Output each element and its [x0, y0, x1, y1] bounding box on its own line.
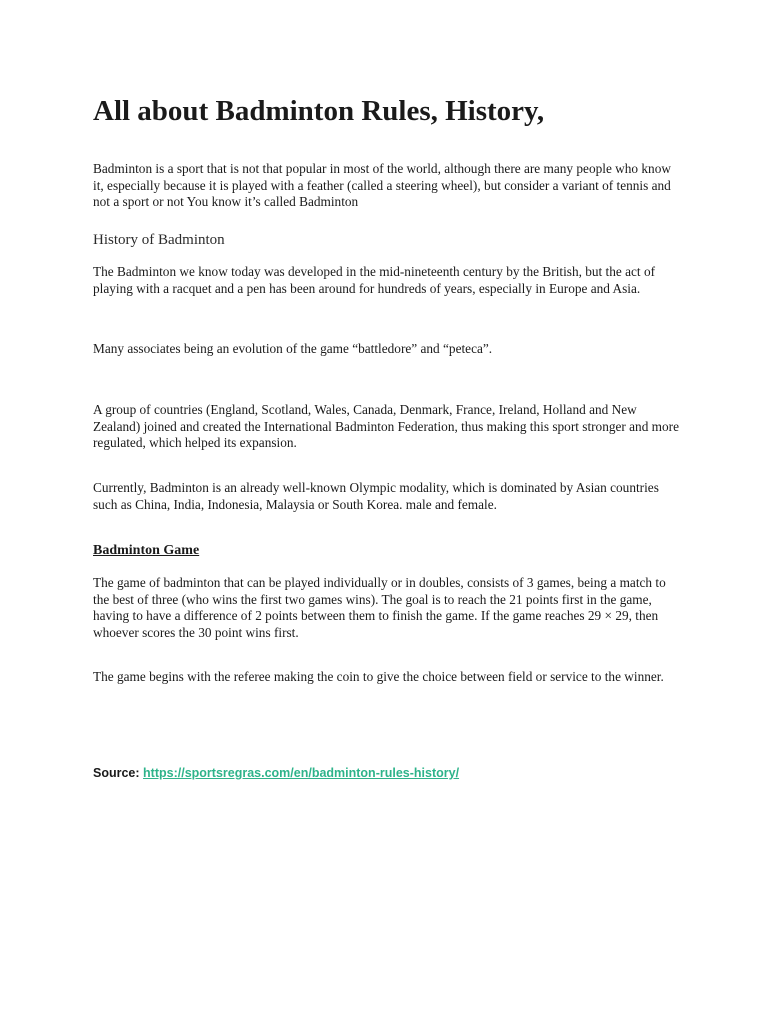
source-label: Source:	[93, 766, 140, 780]
game-heading: Badminton Game	[93, 543, 200, 558]
page-title: All about Badminton Rules, History,	[93, 95, 545, 127]
game-paragraph-1: The game of badminton that can be played individually or in doubles, consists of 3 games, being a match to the best of three (who wins the first two games wins). The goal is to reach the 21 points first in the game, having to have a difference of 2 points between them to finish the game. If the game reaches 29 × 29, then whoever scores the 30 point wins first.	[93, 575, 666, 640]
intro-paragraph: Badminton is a sport that is not that popular in most of the world, although there are many people who know it, especially because it is played with a feather (called a steering wheel), but consider a variant of tennis and not a sport or not You know it’s called Badminton	[93, 161, 671, 209]
history-paragraph-3: A group of countries (England, Scotland, Wales, Canada, Denmark, France, Ireland, Holland and New Zealand) joined and created the International Badminton Federation, thus making this sport stronger and more regulated, which helped its expansion.	[93, 402, 680, 450]
history-paragraph-2: Many associates being an evolution of the game “battledore” and “peteca”.	[93, 341, 493, 356]
history-paragraph-4: Currently, Badminton is an already well-known Olympic modality, which is dominated by Asian countries such as China, India, Indonesia, Malaysia or South Korea. male and female.	[93, 480, 659, 512]
game-paragraph-2: The game begins with the referee making the coin to give the choice between field or service to the winner.	[93, 669, 664, 684]
history-heading: History of Badminton	[93, 232, 225, 248]
source-link[interactable]: https://sportsregras.com/en/badminton-rules-history/	[143, 766, 460, 780]
history-paragraph-1: The Badminton we know today was developed in the mid-nineteenth century by the British, but the act of playing with a racquet and a pen has been around for hundreds of years, especially in Europe and Asia.	[93, 264, 656, 296]
source-line	[93, 765, 459, 782]
